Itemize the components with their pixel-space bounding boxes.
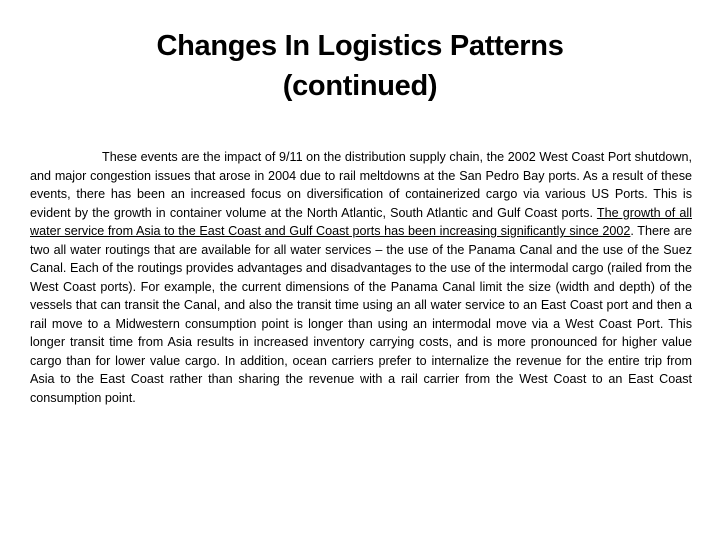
body-underlined-text: The growth of all water service from Asia to the East Coast and Gulf Coast ports has been increasing significantly since 2002 bbox=[30, 205, 692, 238]
body-paragraph bbox=[30, 148, 692, 407]
slide-title bbox=[60, 26, 660, 106]
body-text-part-2: . There are two all water routings that are available for all water services – the use of the Panama Canal and the use of the Suez Canal. Each of the routings provides advantages and disadvantages to the use of the intermodal cargo (railed from the West Coast ports). For example, the current dimensions of the Panama Canal limit the size (width and depth) of the vessels that can transit the Canal, and also the transit time using an all water service to an East Coast port and then a rail move to a Midwestern consumption point is longer than using an intermodal move via a West Coast Port. This longer transit time from Asia results in increased inventory carrying costs, and is more pronounced for higher value cargo than for lower value cargo. In addition, ocean carriers prefer to internalize the revenue for the entire trip from Asia to the East Coast rather than sharing the revenue with a rail carrier from the West Coast to an East Coast consumption point. bbox=[30, 224, 692, 405]
body-text-part-1: These events are the impact of 9/11 on the distribution supply chain, the 2002 West Coast Port shutdown, and major congestion issues that arose in 2004 due to rail meltdowns at the San Pedro Bay ports. As a result of these events, there has been an increased focus on diversification of containerized cargo via various US Ports. This is evident by the growth in container volume at the North Atlantic, South Atlantic and Gulf Coast ports. bbox=[30, 150, 692, 220]
title-line-2: (continued) bbox=[282, 70, 438, 102]
title-line-1: Changes In Logistics Patterns bbox=[156, 30, 564, 62]
